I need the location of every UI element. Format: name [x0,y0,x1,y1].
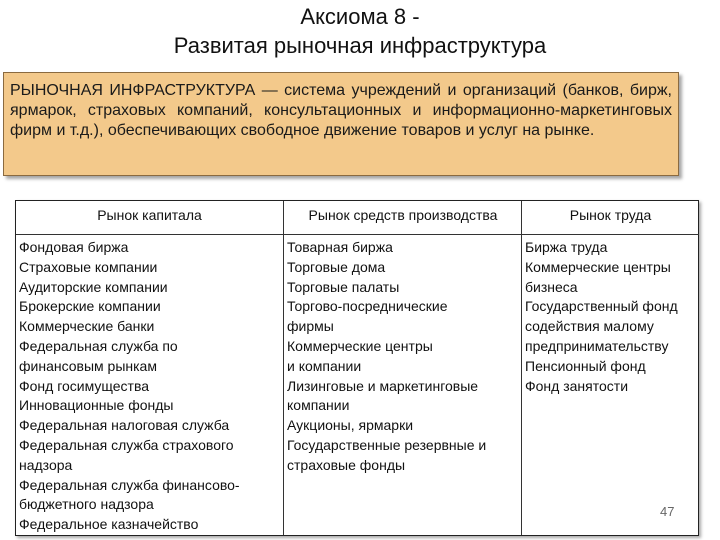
cell-line: Пенсионный фонд [525,357,646,374]
cell-line: компании [287,397,350,414]
cell-line: Федеральная служба по [19,337,178,354]
column-cell [16,234,283,535]
column-cell [284,234,522,535]
column-header: Рынок средств производства [284,201,522,235]
cell-line: Инновационные фонды [19,397,174,414]
slide-title-line-2: Развитая рыночная инфраструктура [173,33,547,58]
cell-line: Товарная биржа [287,239,393,255]
cell-line: бизнеса [525,278,578,295]
cell-line: Торговые дома [287,258,386,275]
cell-line: надзора [19,456,73,473]
cell-line: фирмы [287,318,334,335]
cell-line: предпринимательству [525,337,669,354]
infrastructure-table [15,200,699,536]
cell-line: страховые фонды [287,456,406,473]
cell-line: Торгово-посреднические [287,298,448,315]
cell-line: Лизинговые и маркетинговые [287,377,479,394]
cell-line: и компании [287,357,362,374]
column-capital-market [16,201,283,535]
cell-line: Фонд занятости [525,377,629,394]
cell-line: Федеральная налоговая служба [19,417,230,434]
cell-line: Коммерческие центры [525,258,671,275]
cell-line: Фондовая биржа [19,239,129,255]
cell-line: Федеральная служба страхового [19,436,234,453]
column-header: Рынок капитала [16,201,283,235]
column-means-of-production-market [283,201,522,535]
page-number: 47 [660,504,675,519]
cell-line: Биржа труда [525,239,608,255]
cell-line: бюджетного надзора [19,496,154,513]
cell-line: Коммерческие центры [287,337,433,354]
cell-line: Торговые палаты [287,278,400,295]
column-header: Рынок труда [522,201,699,235]
column-labor-market [521,201,699,535]
cell-line: Государственный фонд [525,298,678,315]
cell-line: Государственные резервные и [287,436,487,453]
slide-title [0,2,720,60]
cell-line: Коммерческие банки [19,318,155,335]
slide-title-line-1: Аксиома 8 - [300,4,420,29]
column-cell [522,234,699,535]
cell-line: Федеральное казначейство [19,516,199,533]
cell-line: финансовым рынкам [19,357,157,374]
definition-box [3,72,679,176]
cell-line: Брокерские компании [19,298,161,315]
definition-text: РЫНОЧНАЯ ИНФРАСТРУКТУРА — система учреждений и организаций (банков, бирж, ярмарок, страховых компаний, консультационных и информационно-маркетинговых фирм и т.д.), обеспечивающих свободное движение товаров и услуг на рынке. [10,82,672,139]
cell-line: Страховые компании [19,258,158,275]
cell-line: Федеральная служба финансово- [19,476,240,493]
cell-line: Аукционы, ярмарки [287,417,414,434]
cell-line: содействия малому [525,318,654,335]
cell-line: Аудиторские компании [19,278,168,295]
cell-line: Фонд госимущества [19,377,150,394]
